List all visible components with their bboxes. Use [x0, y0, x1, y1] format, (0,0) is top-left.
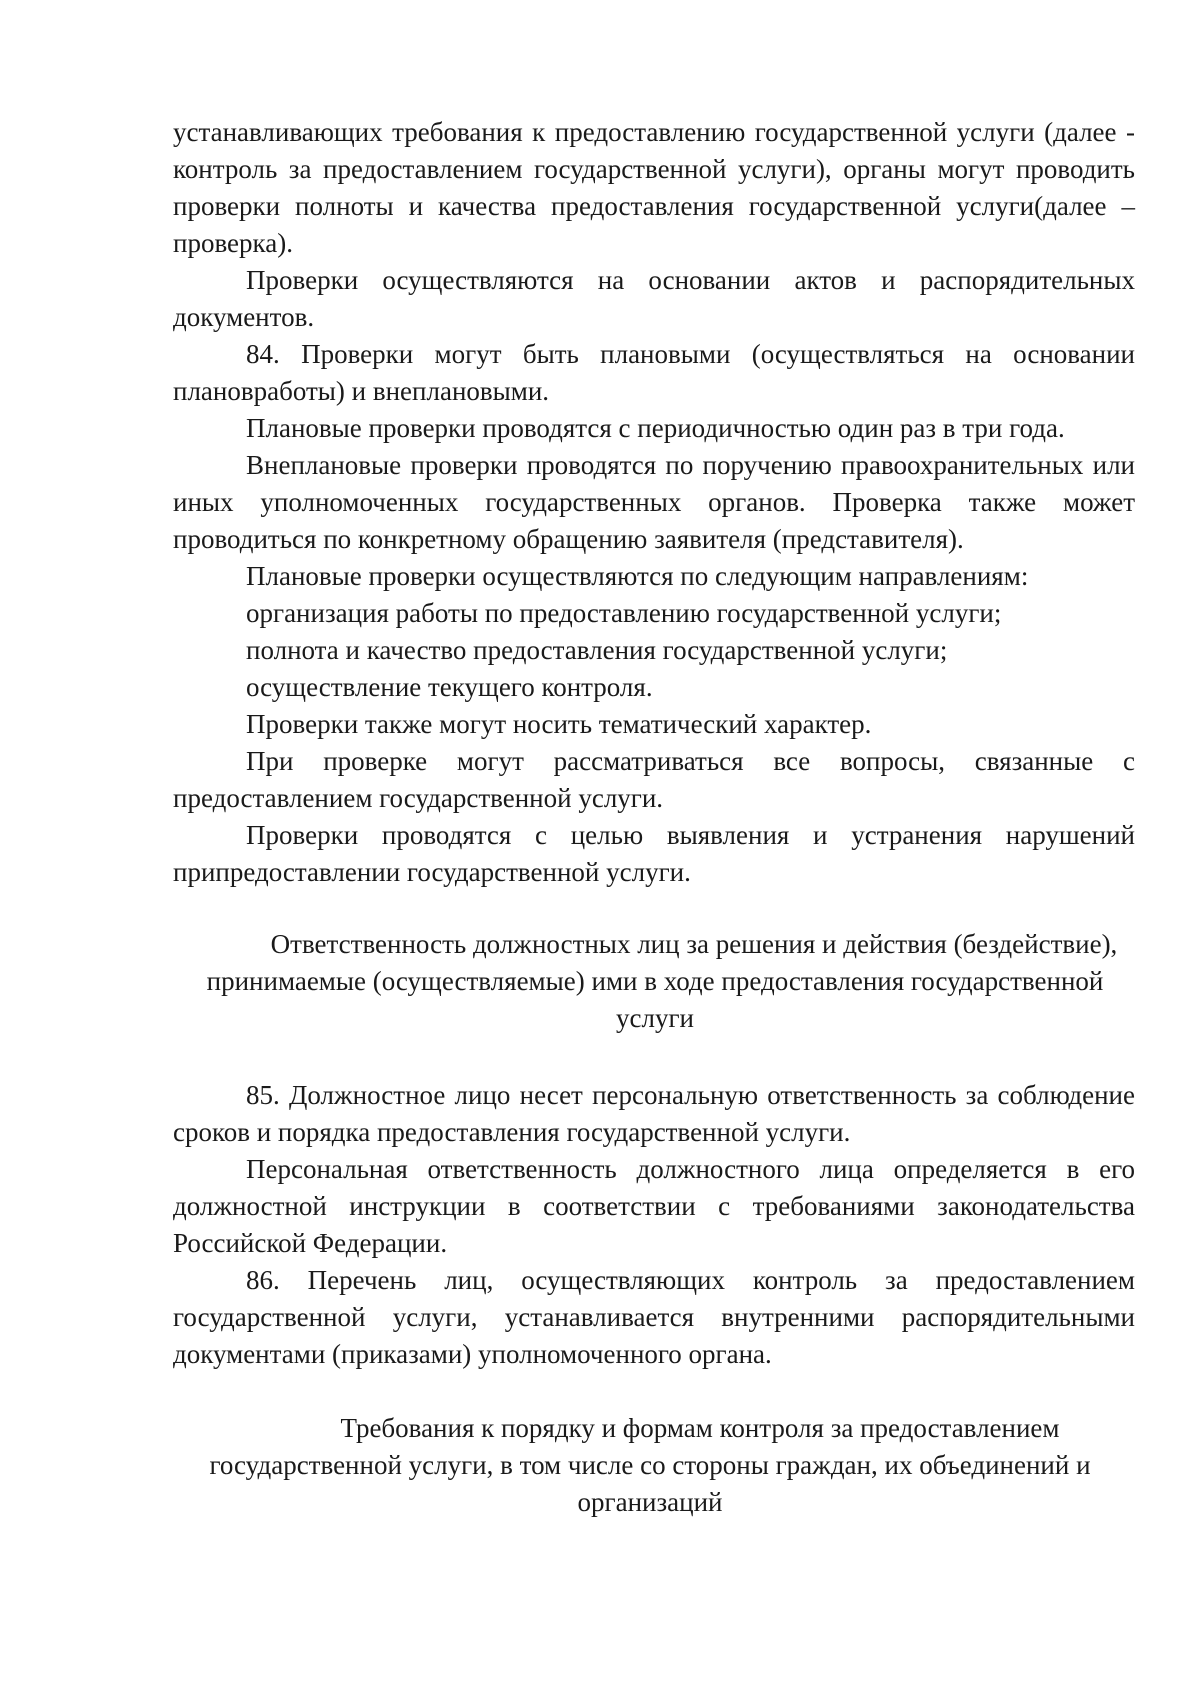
paragraph-thematic: Проверки также могут носить тематический характер.	[246, 709, 872, 739]
section-control-checks	[173, 114, 1135, 891]
heading-line: организаций	[577, 1487, 723, 1517]
heading-line: услуги	[616, 1003, 694, 1033]
section-heading-responsibility	[160, 926, 1150, 1037]
paragraph-checks-basis: Проверки осуществляются на основании актов и распорядительных документов.	[173, 265, 1135, 332]
paragraph-control-intro: устанавливающих требования к предоставлению государственной услуги (далее - контроль за предоставлением государственной услуги), органы могут проводить проверки полноты и качества предоставления государственной услуги(далее – проверка).	[173, 117, 1135, 258]
paragraph-unplanned-checks: Внеплановые проверки проводятся по поручению правоохранительных или иных уполномоченных государственных органов. Проверка также может проводиться по конкретному обращению заявителя (представителя).	[173, 450, 1135, 554]
paragraph-84-check-types: 84. Проверки могут быть плановыми (осуществляться на основании плановработы) и внеплановыми.	[173, 339, 1135, 406]
paragraph-check-purpose: Проверки проводятся с целью выявления и устранения нарушений припредоставлении государственной услуги.	[173, 820, 1135, 887]
heading-line: принимаемые (осуществляемые) ими в ходе предоставления государственной	[206, 966, 1104, 996]
heading-line: Ответственность должностных лиц за решения и действия (бездействие),	[270, 929, 1118, 959]
paragraph-planned-frequency: Плановые проверки проводятся с периодичностью один раз в три года.	[246, 413, 1065, 443]
section-responsibility	[173, 1077, 1135, 1373]
paragraph-86-controllers-list: 86. Перечень лиц, осуществляющих контроль за предоставлением государственной услуги, устанавливается внутренними распорядительными документами (приказами) уполномоченного органа.	[173, 1265, 1135, 1369]
heading-line: государственной услуги, в том числе со стороны граждан, их объединений и	[209, 1450, 1091, 1480]
list-item-organization: организация работы по предоставлению государственной услуги;	[246, 598, 1002, 628]
paragraph-check-scope: При проверке могут рассматриваться все вопросы, связанные с предоставлением государственной услуги.	[173, 746, 1135, 813]
paragraph-planned-directions: Плановые проверки осуществляются по следующим направлениям:	[246, 561, 1029, 591]
list-item-current-control: осуществление текущего контроля.	[246, 672, 653, 702]
heading-line: Требования к порядку и формам контроля за предоставлением	[340, 1413, 1060, 1443]
paragraph-85-personal-responsibility: 85. Должностное лицо несет персональную ответственность за соблюдение сроков и порядка предоставления государственной услуги.	[173, 1080, 1135, 1147]
paragraph-job-description: Персональная ответственность должностного лица определяется в его должностной инструкции в соответствии с требованиями законодательства Российской Федерации.	[173, 1154, 1135, 1258]
section-heading-control-requirements	[150, 1410, 1150, 1521]
list-item-completeness: полнота и качество предоставления государственной услуги;	[246, 635, 948, 665]
